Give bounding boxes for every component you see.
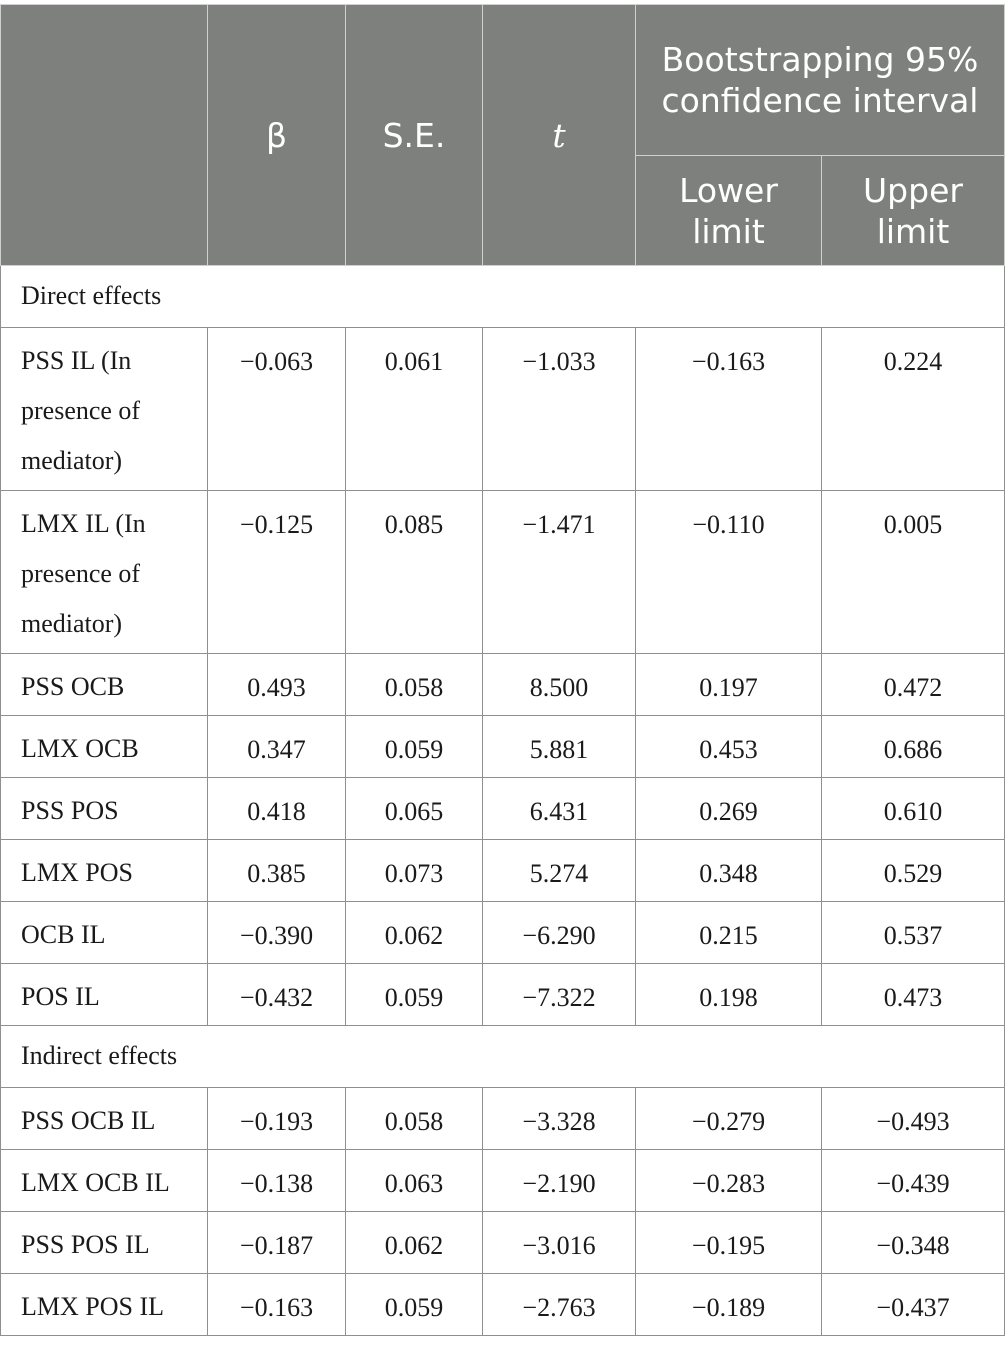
cell-upper: 0.224: [822, 328, 1005, 491]
section-label-direct: Direct effects: [1, 266, 1005, 328]
row-label: LMX OCB IL: [1, 1150, 208, 1212]
header-lower: Lower limit: [636, 156, 822, 266]
row-label: LMX POS IL: [1, 1274, 208, 1336]
cell-beta: −0.125: [208, 491, 346, 654]
cell-lower: 0.348: [636, 840, 822, 902]
cell-beta: 0.347: [208, 716, 346, 778]
cell-beta: 0.493: [208, 654, 346, 716]
cell-se: 0.058: [346, 654, 483, 716]
cell-se: 0.062: [346, 1212, 483, 1274]
cell-beta: −0.138: [208, 1150, 346, 1212]
cell-t: −3.016: [483, 1212, 636, 1274]
cell-lower: −0.195: [636, 1212, 822, 1274]
cell-lower: 0.197: [636, 654, 822, 716]
table-row: [1, 1212, 1005, 1274]
cell-beta: 0.385: [208, 840, 346, 902]
cell-t: −3.328: [483, 1088, 636, 1150]
header-bootstrap: Bootstrapping 95% confidence interval: [636, 5, 1005, 156]
table-row: [1, 328, 1005, 491]
cell-upper: 0.537: [822, 902, 1005, 964]
table-row: [1, 654, 1005, 716]
cell-beta: 0.418: [208, 778, 346, 840]
header-t: [483, 5, 636, 266]
table-row: [1, 902, 1005, 964]
cell-se: 0.059: [346, 1274, 483, 1336]
cell-beta: −0.187: [208, 1212, 346, 1274]
cell-se: 0.059: [346, 964, 483, 1026]
row-label: OCB IL: [1, 902, 208, 964]
row-label: LMX IL (In presence of mediator): [1, 491, 208, 654]
cell-upper: 0.473: [822, 964, 1005, 1026]
cell-upper: −0.439: [822, 1150, 1005, 1212]
cell-upper: −0.493: [822, 1088, 1005, 1150]
table-row: [1, 1274, 1005, 1336]
header-se: S.E.: [346, 5, 483, 266]
cell-upper: 0.610: [822, 778, 1005, 840]
header-blank: [1, 5, 208, 266]
cell-t: 6.431: [483, 778, 636, 840]
cell-se: 0.063: [346, 1150, 483, 1212]
cell-upper: 0.686: [822, 716, 1005, 778]
cell-se: 0.061: [346, 328, 483, 491]
cell-se: 0.062: [346, 902, 483, 964]
cell-lower: 0.453: [636, 716, 822, 778]
table-row: [1, 491, 1005, 654]
cell-lower: −0.283: [636, 1150, 822, 1212]
table-row: [1, 1088, 1005, 1150]
cell-t: −6.290: [483, 902, 636, 964]
cell-t: −2.190: [483, 1150, 636, 1212]
cell-t: −2.763: [483, 1274, 636, 1336]
cell-upper: 0.005: [822, 491, 1005, 654]
table-row: [1, 840, 1005, 902]
cell-se: 0.085: [346, 491, 483, 654]
cell-se: 0.065: [346, 778, 483, 840]
header-t-label: t: [552, 115, 566, 155]
table-row: [1, 964, 1005, 1026]
row-label: POS IL: [1, 964, 208, 1026]
row-label: PSS IL (In presence of mediator): [1, 328, 208, 491]
cell-lower: −0.163: [636, 328, 822, 491]
table-row: [1, 778, 1005, 840]
cell-upper: −0.348: [822, 1212, 1005, 1274]
section-label-indirect: Indirect effects: [1, 1026, 1005, 1088]
cell-beta: −0.432: [208, 964, 346, 1026]
row-label: PSS OCB IL: [1, 1088, 208, 1150]
cell-lower: 0.215: [636, 902, 822, 964]
cell-t: −1.033: [483, 328, 636, 491]
table-header: [1, 5, 1005, 266]
cell-lower: −0.279: [636, 1088, 822, 1150]
cell-t: −1.471: [483, 491, 636, 654]
cell-se: 0.059: [346, 716, 483, 778]
cell-lower: −0.189: [636, 1274, 822, 1336]
cell-t: 8.500: [483, 654, 636, 716]
row-label: PSS POS: [1, 778, 208, 840]
cell-beta: −0.390: [208, 902, 346, 964]
header-upper: Upper limit: [822, 156, 1005, 266]
cell-beta: −0.163: [208, 1274, 346, 1336]
cell-t: 5.274: [483, 840, 636, 902]
cell-upper: 0.529: [822, 840, 1005, 902]
section-row-indirect: [1, 1026, 1005, 1088]
cell-upper: −0.437: [822, 1274, 1005, 1336]
cell-t: −7.322: [483, 964, 636, 1026]
cell-se: 0.058: [346, 1088, 483, 1150]
row-label: LMX OCB: [1, 716, 208, 778]
section-row-direct: [1, 266, 1005, 328]
cell-upper: 0.472: [822, 654, 1005, 716]
cell-se: 0.073: [346, 840, 483, 902]
cell-lower: −0.110: [636, 491, 822, 654]
row-label: PSS OCB: [1, 654, 208, 716]
header-beta: β: [208, 5, 346, 266]
results-table: [0, 4, 1005, 1336]
table-row: [1, 716, 1005, 778]
table-row: [1, 1150, 1005, 1212]
cell-lower: 0.269: [636, 778, 822, 840]
cell-beta: −0.193: [208, 1088, 346, 1150]
row-label: LMX POS: [1, 840, 208, 902]
table-body: [1, 266, 1005, 1336]
cell-lower: 0.198: [636, 964, 822, 1026]
row-label: PSS POS IL: [1, 1212, 208, 1274]
cell-beta: −0.063: [208, 328, 346, 491]
cell-t: 5.881: [483, 716, 636, 778]
